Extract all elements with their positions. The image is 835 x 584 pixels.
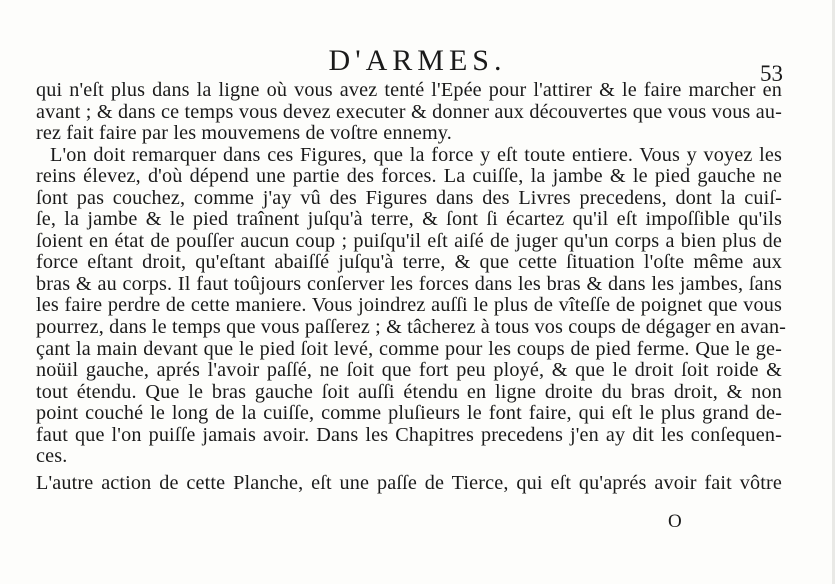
paragraph-1 xyxy=(36,80,782,145)
text-line: ſoient en état de pouſſer aucun coup ; puiſqu'il eſt aiſé de juger qu'un corps a bien plus de xyxy=(36,229,782,252)
body-text xyxy=(36,79,787,494)
text-line: L'autre action de cette Planche, eſt une paſſe de Tierce, qui eſt qu'aprés avoir fait vôtre xyxy=(36,471,782,494)
text-line: les faire perdre de cette maniere. Vous joindrez auſſi le plus de vîteſſe de poignet que vous xyxy=(36,294,782,317)
text-line: force eſtant droit, qu'eſtant abaiſſé juſqu'à terre, & que cette ſituation l'oſte même aux xyxy=(36,251,782,274)
text-line: çant la main devant que le pied ſoit levé, comme pour les coups de pied ferme. Que le ge- xyxy=(36,337,782,360)
text-line: ſe, la jambe & le pied traînent juſqu'à terre, & ſont ſi écartez qu'il eſt impoſſible qu'ils xyxy=(36,208,782,231)
running-title: D'ARMES. xyxy=(328,44,507,77)
text-line: ces. xyxy=(36,445,68,468)
page-number: 53 xyxy=(760,61,783,86)
text-line: noüil gauche, aprés l'avoir paſſé, ne ſoit que fort peu ployé, & que le droit ſoit roide & xyxy=(36,359,782,382)
text-line: ſont pas couchez, comme j'ay vû des Figures dans des Livres precedens, dont la cuiſ- xyxy=(36,186,782,209)
text-line: qui n'eſt plus dans la ligne où vous avez tenté l'Epée pour l'attirer & le faire marcher en xyxy=(36,79,782,101)
text-line: tout étendu. Que le bras gauche ſoit auſſi étendu en ligne droite du bras droit, & non xyxy=(36,380,782,403)
text-line: point couché le long de la cuiſſe, comme pluſieurs le font faire, qui eſt le plus grand de- xyxy=(36,402,782,425)
signature-mark: O xyxy=(668,511,682,532)
text-line: rez fait faire par les mouvemens de voſtre ennemy. xyxy=(36,122,452,145)
text-line: faut que l'on puiſſe jamais avoir. Dans les Chapitres precedens j'en ay dit les conſequen- xyxy=(36,423,782,446)
paragraph-2 xyxy=(36,143,787,468)
text-line: reins élevez, d'où dépend une partie des forces. La cuiſſe, la jambe & le pied gauche ne xyxy=(36,165,782,188)
text-line: avant ; & dans ce temps vous devez executer & donner aux découvertes que vous vous au- xyxy=(36,100,782,123)
text-line: L'on doit remarquer dans ces Figures, que la force y eſt toute entiere. Vous y voyez les xyxy=(50,143,782,166)
text-line: pourrez, dans le temps que vous paſſerez ; & tâcherez à tous vos coups de dégager en avan- xyxy=(36,316,787,339)
text-line: bras & au corps. Il faut toûjours conſerver les forces dans les bras & dans les jambes, ſans xyxy=(36,272,782,295)
paragraph-3 xyxy=(36,473,782,495)
